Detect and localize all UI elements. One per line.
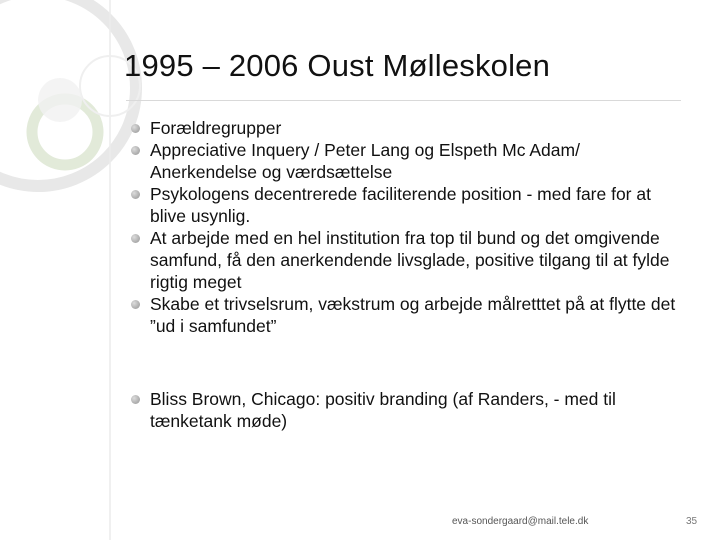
bullet-text: Psykologens decentrerede faciliterende position - med fare for at blive usynlig.	[150, 184, 651, 226]
slide-title: 1995 – 2006 Oust Mølleskolen	[124, 48, 551, 83]
bullet-text: Skabe et trivselsrum, vækstrum og arbejde målretttet på at flytte det ”ud i samfundet”	[150, 294, 676, 336]
bullet-item	[130, 117, 690, 139]
bullet-text: At arbejde med en hel institution fra top til bund og det omgivende samfund, få den anerkendende livsglade, positive tilgang til at fylde rigtig meget	[150, 228, 670, 292]
title-divider	[126, 100, 681, 101]
bullet-text: Forældregrupper	[150, 118, 282, 138]
ring-small-green	[32, 99, 98, 165]
bullet-list	[130, 117, 690, 432]
bullet-dot-icon	[131, 300, 140, 309]
bullet-dot-icon	[131, 124, 140, 133]
bullet-item	[130, 293, 690, 337]
bullet-dot-icon	[131, 190, 140, 199]
slide-number: 35	[686, 516, 698, 527]
bullet-item	[130, 388, 690, 432]
bullet-item	[130, 139, 690, 183]
bullet-item	[130, 183, 690, 227]
bullet-dot-icon	[131, 234, 140, 243]
bullet-text: Appreciative Inquery / Peter Lang og Elspeth Mc Adam/ Anerkendelse og værdsættelse	[150, 140, 580, 182]
bullet-dot-icon	[131, 395, 140, 404]
bullet-item	[130, 227, 690, 293]
footer-email: eva-sondergaard@mail.tele.dk	[452, 516, 589, 527]
bullet-dot-icon	[131, 146, 140, 155]
bullet-text: Bliss Brown, Chicago: positiv branding (af Randers, - med til tænketank møde)	[150, 389, 616, 431]
ring-disk	[38, 78, 82, 122]
ring-large	[0, 0, 136, 186]
